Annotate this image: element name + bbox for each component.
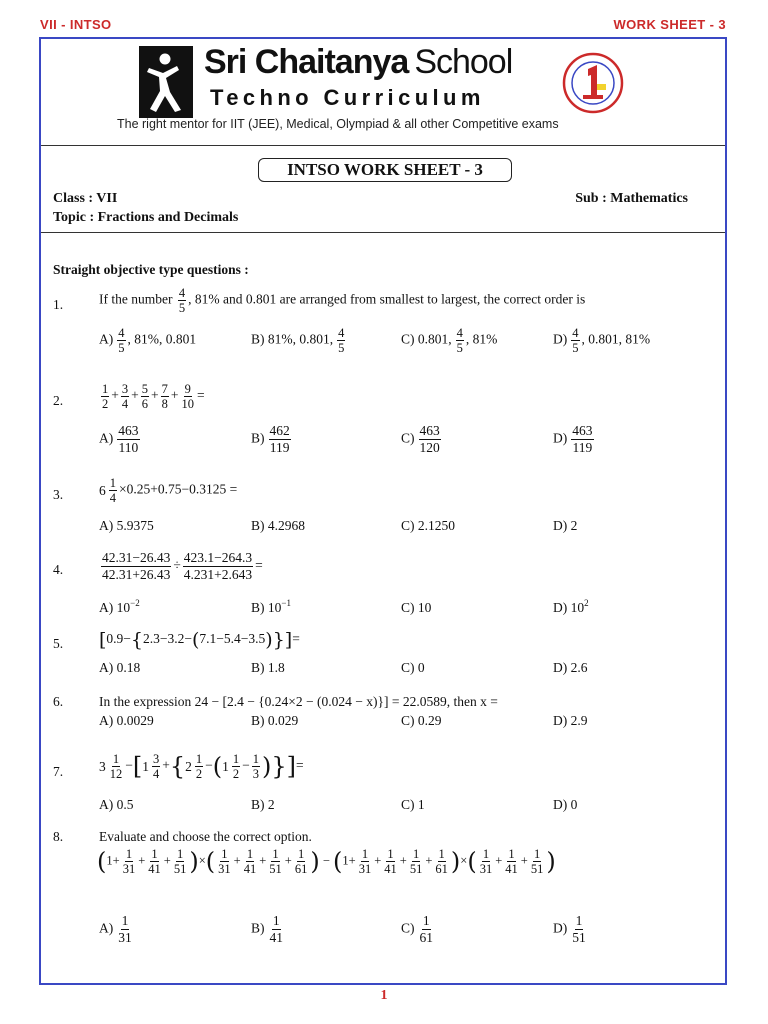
option-c[interactable]: C) $\frac{463}{120}$ [401,423,440,455]
question-expression: 6 1 4 ×0.25+0.75−0.3125 = [99,476,238,505]
option-b[interactable]: B) $\frac{1}{41}$ [251,913,283,945]
option-a[interactable]: A) $\frac{4}{5}$ , 81%, 0.801 [99,326,197,355]
option-c[interactable]: C) 0.801, $\frac{4}{5}$ , 81% [401,326,498,355]
question-number: 2. [53,393,64,408]
question-number: 5. [53,636,64,651]
brand-subtitle: Techno Curriculum [210,85,485,110]
option-b[interactable]: B) 0.029 [251,713,299,728]
question-number: 6. [53,694,64,709]
option-b[interactable]: B) $10^{-1}$ [251,598,291,615]
question-expression: (1+ $\frac{1}{31}$ + $\frac{1}{41}$ + $\frac{1}{51}$ )×( $\frac{1}{31}$ + $\frac{1}{41}$ + $\frac{1}{51}$ + $\frac{1}{61}$ ) − (1+ $\frac{1}{31}$ + $\frac{1}{41}$ + $\frac{1}{51}$ + $\frac{1}{61}$ )×( $\frac{1}{31}$ + $\frac{1}{41}$ + $\frac{1}{51}$ ) [97,847,556,876]
question-expression: [0.9−{2.3−3.2−(7.1−5.4−3.5)}]= [99,629,300,651]
page-frame [39,37,727,985]
option-b[interactable]: B) $\frac{462}{119}$ [251,423,290,455]
page-number: 1 [380,988,388,1003]
option-a[interactable]: A) 0.18 [99,660,141,675]
question-number: 1. [53,297,64,312]
questions-area [41,39,725,983]
option-d[interactable]: D) 2 [553,518,578,533]
question-expression: $\frac{42.31-26.43}{42.31+26.43}$ ÷ $\frac{423.1-264.3}{4.231+2.643}$ = [102,550,263,582]
option-b[interactable]: B) 1.8 [251,660,285,675]
option-a[interactable]: A) $\frac{463}{110}$ [99,423,139,455]
option-d[interactable]: D) $\frac{463}{119}$ [553,423,593,455]
question-number: 7. [53,764,64,779]
question-text: If the number $\frac{4}{5}$ , 81% and 0.801 are arranged from smallest to largest, the correct order is [99,286,586,315]
brand-tagline: The right mentor for IIT (JEE), Medical, Olympiad & all other Competitive exams [117,117,559,131]
fraction: $\frac{4}{5}$ [178,286,186,315]
option-c[interactable]: C) 1 [401,797,425,812]
option-a[interactable]: A) 0.0029 [99,713,154,728]
subject-label: Sub : Mathematics [575,191,688,206]
option-d[interactable]: D) $\frac{1}{51}$ [553,913,586,945]
question-number: 4. [53,562,64,577]
header-worksheet-label: WORK SHEET - 3 [613,17,726,32]
option-a[interactable]: A) $\frac{1}{31}$ [99,913,132,945]
question-text: Evaluate and choose the correct option. [99,829,312,844]
option-d[interactable]: D) 0 [553,797,578,812]
option-d[interactable]: D) 2.9 [553,713,588,728]
option-a[interactable]: A) $10^{-2}$ [99,598,140,615]
brand-name-school: School [414,43,513,81]
option-c[interactable]: C) 0.29 [401,713,442,728]
option-d[interactable]: D) $\frac{4}{5}$ , 0.801, 81% [553,326,651,355]
option-c[interactable]: C) $\frac{1}{61}$ [401,913,433,945]
option-a[interactable]: A) 5.9375 [99,518,154,533]
header-class-label: VII - INTSO [40,17,112,32]
option-c[interactable]: C) 2.1250 [401,518,455,533]
option-c[interactable]: C) 0 [401,660,425,675]
option-b[interactable]: B) 4.2968 [251,518,305,533]
question-expression: 3 1 12 −[ 1 3 4 +{ 2 1 2 −( 1 1 2 − $\frac{1}{3}$ )}]= [99,752,304,781]
question-text: In the expression 24 − [2.4 − {0.24×2 − (0.024 − x)}] = 22.0589, then x = [99,694,498,709]
option-a[interactable]: A) 0.5 [99,797,134,812]
section-title: Straight objective type questions : [53,262,249,277]
question-expression: $\frac{1}{2}$ + $\frac{3}{4}$ + $\frac{5}{6}$ + $\frac{7}{8}$ + $\frac{9}{10}$ = [102,382,205,411]
class-label: Class : VII [53,191,118,206]
option-b[interactable]: B) 2 [251,797,275,812]
option-d[interactable]: D) $10^2$ [553,598,589,615]
option-c[interactable]: C) 10 [401,600,432,615]
question-number: 8. [53,829,64,844]
brand-name-bold: Sri Chaitanya [204,43,409,81]
topic-label: Topic : Fractions and Decimals [53,210,239,225]
question-number: 3. [53,487,64,502]
option-d[interactable]: D) 2.6 [553,660,588,675]
option-b[interactable]: B) 81%, 0.801, $\frac{4}{5}$ [251,326,345,355]
worksheet-title: INTSO WORK SHEET - 3 [258,158,512,182]
